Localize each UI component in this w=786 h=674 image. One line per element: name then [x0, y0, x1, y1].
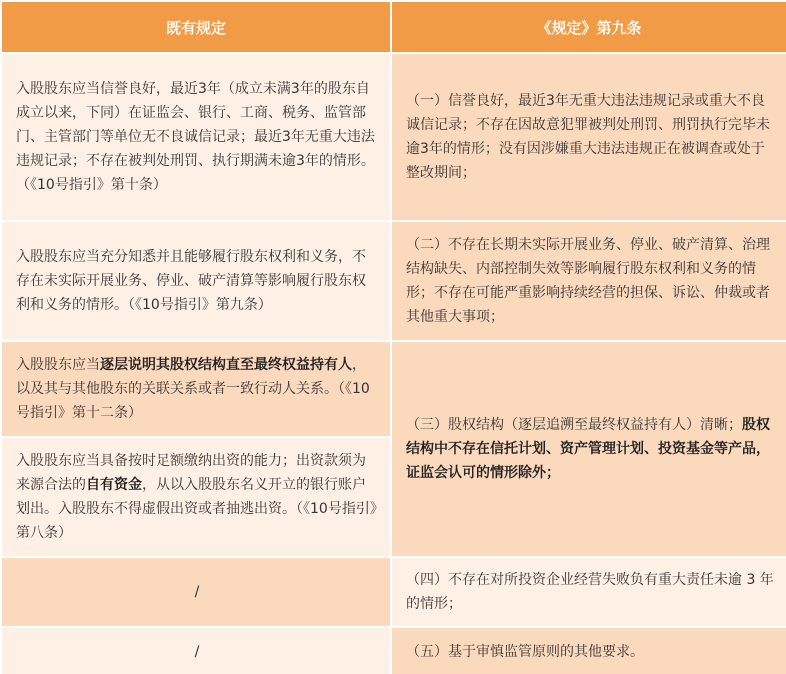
- article-clause-cell: （三）股权结构（逐层追溯至最终权益持有人）清晰；股权结构中不存在信托计划、资产管理计划、投资基金等产品，证监会认可的情形除外；: [391, 341, 786, 557]
- existing-rule-cell: /: [1, 627, 391, 674]
- table-row: [1, 557, 786, 627]
- emphasis-text: 自有资金: [86, 477, 142, 493]
- emphasis-text: 逐层说明其股权结构直至最终权益持有人: [100, 357, 352, 373]
- table-header-row: [1, 1, 786, 53]
- table-row: [1, 627, 786, 674]
- existing-rule-cell: 入股股东应当信誉良好，最近3年（成立未满3年的股东自成立以来，下同）在证监会、银行、工商、税务、监管部门、主管部门等单位无不良诚信记录；最近3年无重大违法违规记录；不存在被判处刑罚、执行期满未逾3年的情形。（《10号指引》第十条）: [1, 53, 391, 221]
- existing-rule-cell: 入股股东应当充分知悉并且能够履行股东权利和义务，不存在未实际开展业务、停业、破产清算等影响履行股东权利和义务的情形。（《10号指引》第九条）: [1, 221, 391, 341]
- table-row: [1, 221, 786, 341]
- existing-rule-cell: 入股股东应当逐层说明其股权结构直至最终权益持有人，以及其与其他股东的关联关系或者一致行动人关系。（《10号指引》第十二条）: [1, 341, 391, 437]
- existing-rule-cell: /: [1, 557, 391, 627]
- article-clause-cell: （二）不存在长期未实际开展业务、停业、破产清算、治理结构缺失、内部控制失效等影响履行股东权利和义务的情形；不存在可能严重影响持续经营的担保、诉讼、仲裁或者其他重大事项；: [391, 221, 786, 341]
- article-clause-cell: （一）信誉良好，最近3年无重大违法违规记录或重大不良诚信记录；不存在因故意犯罪被判处刑罚、刑罚执行完毕未逾3年的情形；没有因涉嫌重大违法违规正在被调查或处于整改期间；: [391, 53, 786, 221]
- header-article-nine: 《规定》第九条: [391, 1, 786, 53]
- table-row: [1, 341, 786, 437]
- existing-rule-cell: 入股股东应当具备按时足额缴纳出资的能力；出资款须为来源合法的自有资金，从以入股股东名义开立的银行账户划出。入股股东不得虚假出资或者抽逃出资。（《10号指引》第八条）: [1, 437, 391, 557]
- emphasis-text: 股权结构中不存在信托计划、资产管理计划、投资基金等产品，证监会认可的情形除外；: [406, 417, 770, 481]
- article-clause-cell: （四）不存在对所投资企业经营失败负有重大责任未逾 3 年的情形；: [391, 557, 786, 627]
- header-existing-rules: 既有规定: [1, 1, 391, 53]
- table-row: [1, 53, 786, 221]
- article-clause-cell: （五）基于审慎监管原则的其他要求。: [391, 627, 786, 674]
